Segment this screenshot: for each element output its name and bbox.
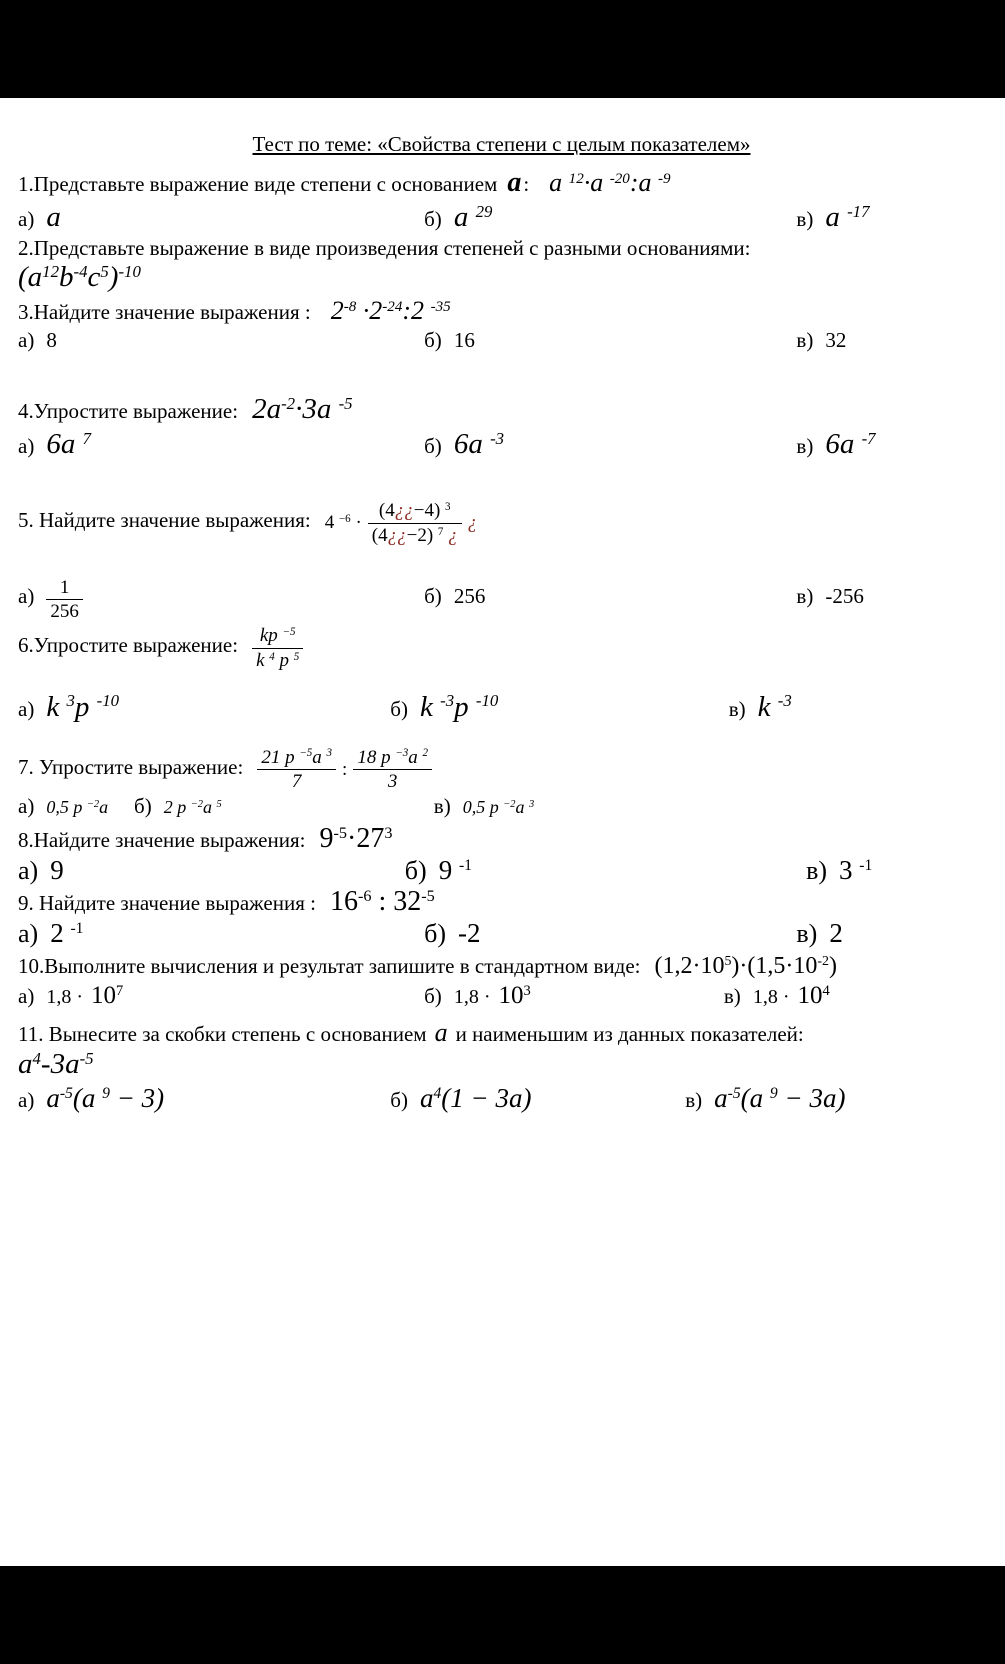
option-value-power: $10^4$ xyxy=(797,982,830,1009)
option-label: б) xyxy=(134,794,152,818)
option-label: б) xyxy=(424,328,442,352)
option-value: 9 $^{-1}$ xyxy=(438,855,472,885)
option-label: а) xyxy=(18,984,35,1008)
question-6-fraction xyxy=(252,624,303,673)
question-11-base: a xyxy=(434,1018,448,1047)
question-10-option-v xyxy=(724,982,985,1010)
question-7-fraction-1 xyxy=(257,746,336,795)
question-5-fraction xyxy=(368,499,462,548)
test-page xyxy=(0,98,1005,1566)
option-value: 8 xyxy=(46,328,57,352)
question-1-options xyxy=(18,201,985,234)
option-label: в) xyxy=(806,856,828,885)
question-5-option-a xyxy=(18,576,424,625)
question-11-option-b xyxy=(390,1083,685,1114)
question-5-formula xyxy=(325,499,477,548)
option-value: 2 xyxy=(829,918,843,948)
question-5-options xyxy=(18,576,985,625)
option-label: в) xyxy=(796,584,814,609)
question-7-formula xyxy=(257,746,432,795)
question-8-option-a xyxy=(18,855,405,886)
option-label: а) xyxy=(18,856,39,885)
option-value: 6a $^{-3}$ xyxy=(453,428,505,460)
option-value-mantissa: 1,8 · xyxy=(453,986,491,1008)
question-11-prompt-start: 11. Вынесите за скобки степень с основанием xyxy=(18,1022,427,1046)
question-8-expression: $9^{-5}\cdot 27^3$ xyxy=(319,823,393,854)
option-value: a $^{29}$ xyxy=(453,201,493,233)
question-2 xyxy=(18,236,985,261)
option-label: а) xyxy=(18,696,35,721)
option-value: $a^4(1 - 3a)$ xyxy=(419,1083,532,1113)
option-label: б) xyxy=(404,856,427,885)
option-value: 32 xyxy=(825,328,847,352)
question-5 xyxy=(18,499,985,548)
question-10-options xyxy=(18,982,985,1010)
question-11-expression: $a^4-3a^{-5}$ xyxy=(18,1048,94,1080)
option-value: 6a $^{-7}$ xyxy=(825,428,876,460)
option-label: а) xyxy=(18,794,35,818)
question-4-prompt: 4.Упростите выражение: xyxy=(18,399,239,423)
question-5-option-b xyxy=(424,584,796,609)
top-letterbox xyxy=(0,0,1005,98)
question-9-options xyxy=(18,918,985,949)
question-7-option-v xyxy=(434,794,985,819)
option-label: а) xyxy=(18,434,35,458)
option-label: в) xyxy=(796,207,814,231)
question-6-option-b xyxy=(390,691,728,724)
question-3-option-b xyxy=(424,328,796,353)
question-2-expression: $(a^{12}b^{-4}c^5)^{-10}$ xyxy=(18,261,141,293)
question-1-option-v xyxy=(796,201,985,234)
question-11-option-a xyxy=(18,1083,390,1114)
option-value: $a^{-5}(a$ $^9$ − 3) xyxy=(46,1083,165,1113)
question-11-option-v xyxy=(685,1083,985,1114)
question-6 xyxy=(18,624,985,673)
question-1-option-b xyxy=(424,201,796,234)
question-2-prompt: 2.Представьте выражение в виде произведения степеней с разными основаниями: xyxy=(18,236,751,260)
option-label: б) xyxy=(390,696,408,721)
option-label: а) xyxy=(18,207,35,231)
fraction-denominator: k $^4$ p $^5$ xyxy=(256,649,300,671)
option-value: 3 $^{-1}$ xyxy=(839,855,873,885)
option-label: в) xyxy=(796,919,818,948)
question-6-formula xyxy=(252,624,303,673)
option-label: б) xyxy=(390,1088,408,1112)
option-value: k $^{-3}$ xyxy=(757,690,792,723)
question-4-option-v xyxy=(796,428,985,461)
option-value: 2 $^{-1}$ xyxy=(50,918,84,948)
option-label: а) xyxy=(18,328,35,352)
question-9-option-b xyxy=(424,918,796,949)
question-7 xyxy=(18,746,985,795)
option-label: б) xyxy=(424,919,447,948)
option-label: в) xyxy=(796,328,814,352)
question-5-option-v xyxy=(796,584,985,609)
question-1-colon: : xyxy=(523,172,530,196)
question-3-prompt: 3.Найдите значение выражения : xyxy=(18,300,311,324)
question-11 xyxy=(18,1018,985,1048)
option-value-fraction xyxy=(46,576,83,625)
question-4-option-b xyxy=(424,428,796,461)
question-6-option-v xyxy=(729,691,985,724)
option-value: k $^{-3}$p $^{-10}$ xyxy=(419,690,499,723)
fraction-denominator: 3 xyxy=(387,771,398,793)
question-7-prompt: 7. Упростите выражение: xyxy=(18,754,244,779)
option-label: а) xyxy=(18,1088,35,1112)
question-3-expression: $2^{-8}$ $\cdot 2^{-24}:2$ $^{-35}$ xyxy=(330,296,451,325)
fraction-numerator: 21 p $^{-5}$a $^3$ xyxy=(257,746,336,771)
question-7-option-b xyxy=(134,794,434,819)
question-6-options xyxy=(18,691,985,724)
question-5-formula-lead: 4 $^{-6}$ · xyxy=(324,512,362,534)
question-11-prompt-end: и наименьшим из данных показателей: xyxy=(455,1022,804,1046)
option-label: а) xyxy=(18,919,39,948)
option-label: в) xyxy=(796,434,814,458)
question-1-option-a xyxy=(18,201,424,234)
question-9-option-a xyxy=(18,918,424,949)
option-value-power: $10^3$ xyxy=(498,982,531,1009)
question-1-expression: a $^{12}$·a $^{-20}$:a $^{-9}$ xyxy=(549,168,671,197)
question-10-prompt: 10.Выполните вычисления и результат запишите в стандартном виде: xyxy=(18,954,641,978)
question-6-prompt: 6.Упростите выражение: xyxy=(18,632,239,657)
question-5-prompt: 5. Найдите значение выражения: xyxy=(18,507,311,532)
option-value: 256 xyxy=(453,584,486,609)
question-10-option-a xyxy=(18,982,424,1010)
option-value: -256 xyxy=(825,584,864,609)
question-3-option-v xyxy=(796,328,985,353)
option-label: б) xyxy=(424,434,442,458)
question-10-option-b xyxy=(424,982,724,1010)
bottom-letterbox xyxy=(0,1566,1005,1664)
question-1 xyxy=(18,167,985,199)
option-value-mantissa: 1,8 · xyxy=(752,986,790,1008)
division-operator: : xyxy=(342,758,348,780)
question-8-option-b xyxy=(405,855,806,886)
option-label: в) xyxy=(685,1088,703,1112)
option-value: a xyxy=(46,201,61,233)
option-value: k $^3$p $^{-10}$ xyxy=(46,690,120,723)
option-label: б) xyxy=(424,584,442,609)
question-1-prompt: 1.Представьте выражение виде степени с основанием xyxy=(18,172,498,196)
option-value: -2 xyxy=(458,918,481,948)
fraction-denominator: 7 xyxy=(291,771,302,793)
option-value: 2 p $^{-2}$a $^5$ xyxy=(163,797,222,817)
option-label: а) xyxy=(18,584,35,609)
question-9 xyxy=(18,886,985,918)
question-6-option-a xyxy=(18,691,390,724)
option-value-power: $10^7$ xyxy=(91,982,124,1009)
fraction-numerator: 1 xyxy=(46,576,83,601)
question-8-options xyxy=(18,855,985,886)
question-3 xyxy=(18,296,985,326)
question-9-expression: $16^{-6}$ : $32^{-5}$ xyxy=(329,886,435,917)
option-value: 9 xyxy=(50,855,64,885)
option-label: б) xyxy=(424,207,442,231)
question-10 xyxy=(18,953,985,980)
question-3-option-a xyxy=(18,328,424,353)
question-7-fraction-2 xyxy=(353,746,432,795)
option-value: 0,5 p $^{-2}$a $^3$ xyxy=(462,797,535,817)
option-label: в) xyxy=(728,696,746,721)
option-value: $a^{-5}(a$ $^9$ − 3a) xyxy=(714,1083,846,1113)
fraction-numerator: 18 p $^{-3}$a $^2$ xyxy=(353,746,432,771)
question-9-prompt: 9. Найдите значение выражения : xyxy=(18,891,316,915)
fraction-numerator: (4¿¿−4) $^3$ xyxy=(368,499,462,524)
question-5-formula-tail: ¿ xyxy=(467,512,478,534)
question-9-option-v xyxy=(796,918,985,949)
question-4 xyxy=(18,393,985,426)
question-4-expression: $2a^{-2}\cdot 3a$ $^{-5}$ xyxy=(252,393,353,425)
option-value: a $^{-17}$ xyxy=(825,201,870,233)
question-4-options xyxy=(18,428,985,461)
question-8 xyxy=(18,823,985,855)
question-7-option-a xyxy=(18,794,134,819)
option-label: в) xyxy=(723,984,741,1008)
option-value: 16 xyxy=(453,328,475,352)
option-value: 0,5 p $^{-2}$a xyxy=(46,797,109,817)
question-11-expression-row xyxy=(18,1048,985,1081)
option-value-mantissa: 1,8 · xyxy=(46,986,83,1008)
fraction-numerator: kp $^{-5}$ xyxy=(252,624,303,649)
question-11-options xyxy=(18,1083,985,1114)
fraction-denominator: (4¿¿−2) $^7$ ¿ xyxy=(371,524,458,546)
option-label: в) xyxy=(433,794,451,818)
fraction-denominator: 256 xyxy=(50,601,79,623)
option-value: 6a $^7$ xyxy=(46,428,91,460)
option-label: б) xyxy=(424,984,442,1008)
question-10-expression: $(1,2\cdot 10^5)\cdot(1,5\cdot 10^{-2})$ xyxy=(654,953,837,979)
document-title: Тест по теме: «Свойства степени с целым показателем» xyxy=(252,132,751,156)
question-8-prompt: 8.Найдите значение выражения: xyxy=(18,828,306,852)
question-7-options xyxy=(18,794,985,819)
question-3-options xyxy=(18,328,985,353)
question-1-base: a xyxy=(507,167,522,198)
question-8-option-v xyxy=(806,855,985,886)
question-4-option-a xyxy=(18,428,424,461)
question-2-expression-row xyxy=(18,261,985,294)
